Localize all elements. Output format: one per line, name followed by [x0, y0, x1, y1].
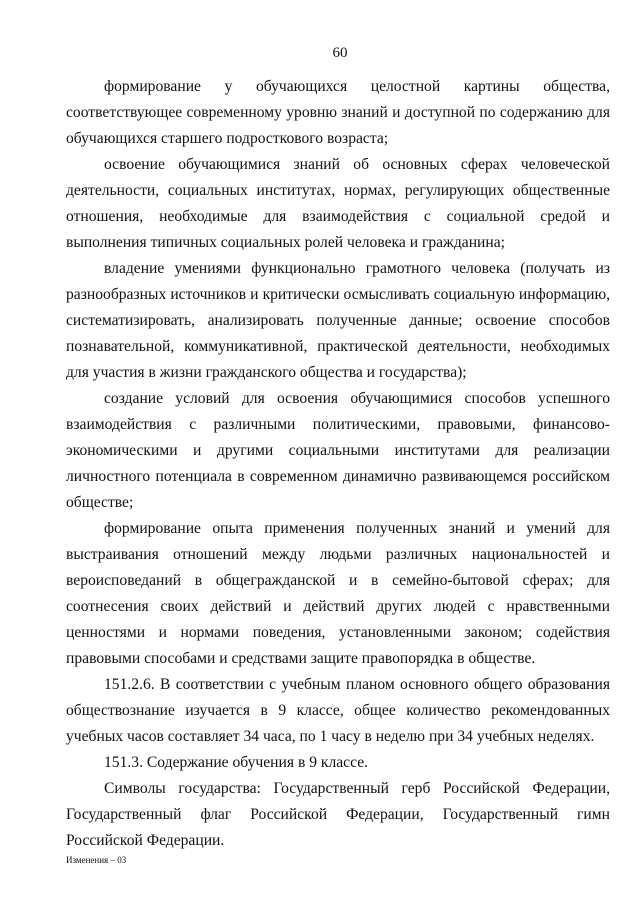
paragraph: формирование у обучающихся целостной картины общества, соответствующее современному уровню знаний и доступной по содержанию для обучающихся старшего подросткового возраста; [66, 78, 610, 147]
paragraph: 151.3. Содержание обучения в 9 классе. [104, 754, 369, 771]
page-number: 60 [332, 45, 348, 61]
paragraph: владение умениями функционально грамотного человека (получать из разнообразных источников и критически осмысливать социальную информацию, систематизировать, анализировать полученные данные; освоение способов познавательной, коммуникативной, практической деятельности, необходимых для участия в жизни гражданского общества и государства); [66, 260, 610, 381]
paragraph: 151.2.6. В соответствии с учебным планом основного общего образования обществознание изучается в 9 классе, общее количество рекомендованных учебных часов составляет 34 часа, по 1 часу в неделю при 34 учебных неделях. [66, 676, 610, 745]
footer-note: Изменения – 03 [66, 855, 127, 865]
paragraph: освоение обучающимися знаний об основных сферах человеческой деятельности, социальных институтах, нормах, регулирующих общественные отношения, необходимые для взаимодействия с социальной средой и выполнения типичных социальных ролей человека и гражданина; [66, 156, 610, 251]
paragraph: создание условий для освоения обучающимися способов успешного взаимодействия с различными политическими, правовыми, финансово-экономическими и другими социальными институтами для реализации личностного потенциала в современном динамично развивающемся российском обществе; [66, 390, 610, 511]
paragraph: формирование опыта применения полученных знаний и умений для выстраивания отношений между людьми различных национальностей и вероисповеданий в общегражданской и в семейно-бытовой сферах; для соотнесения своих действий и действий других людей с нравственными ценностями и нормами поведения, установленными законом; содействия правовыми способами и средствами защите правопорядка в обществе. [66, 520, 610, 667]
paragraph: Символы государства: Государственный герб Российской Федерации, Государственный флаг Российской Федерации, Государственный гимн Российской Федерации. [66, 780, 610, 849]
document-body [66, 74, 610, 854]
